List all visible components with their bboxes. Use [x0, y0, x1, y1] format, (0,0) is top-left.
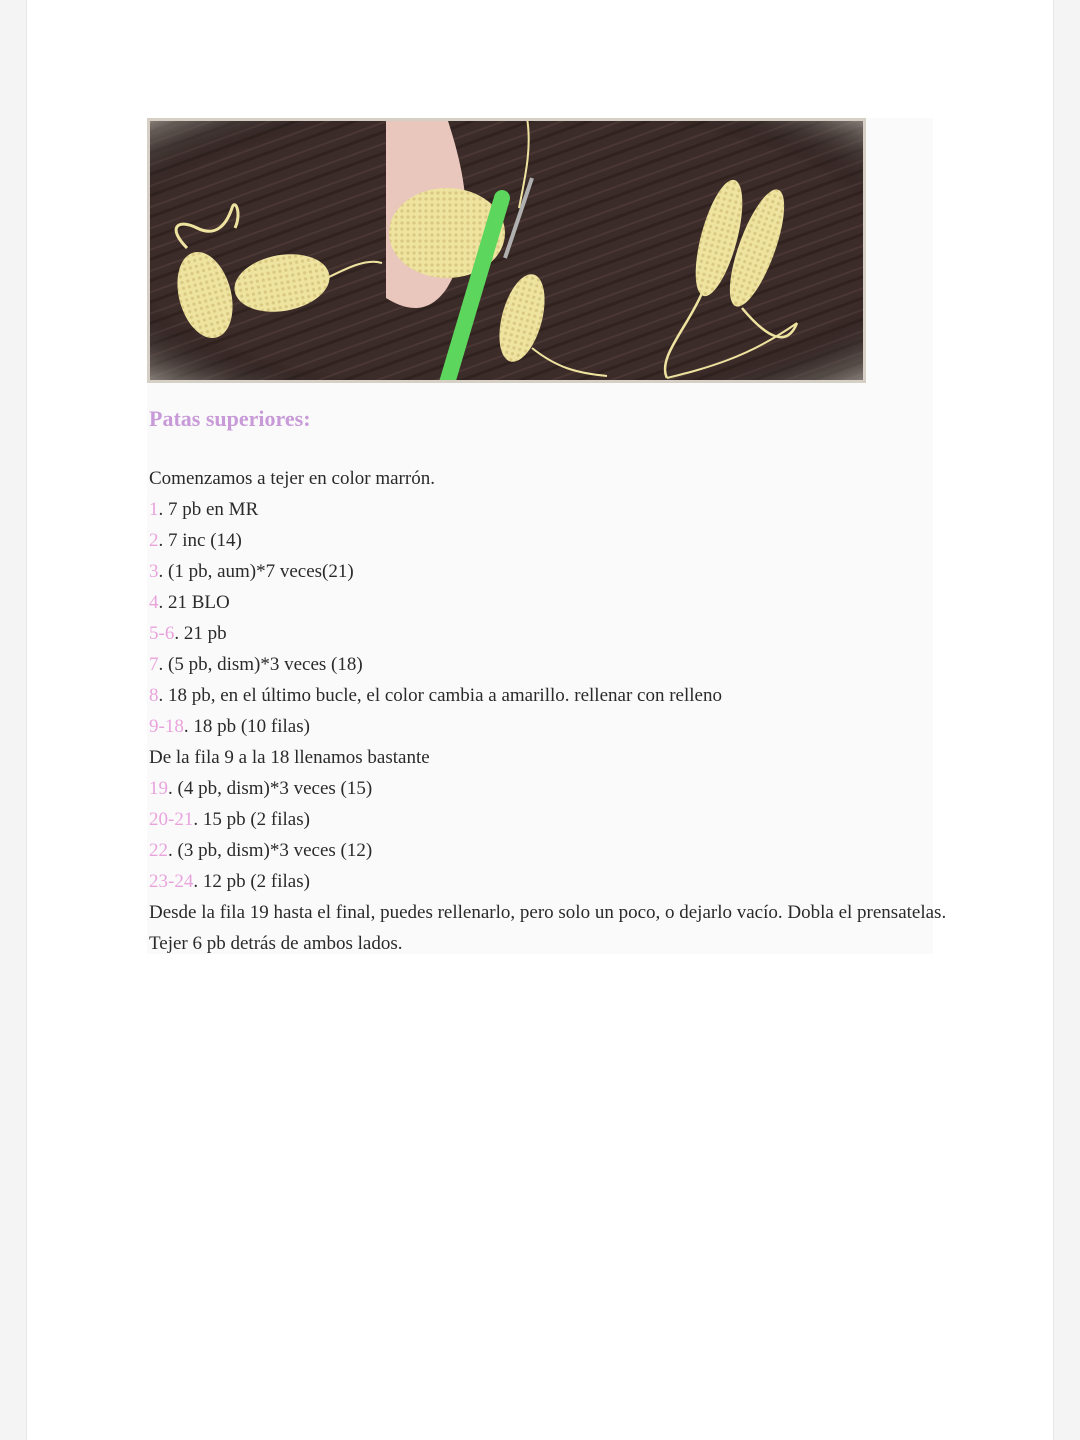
row-number: 5-6 [149, 623, 175, 644]
photo-strip [147, 118, 866, 383]
pattern-row [149, 680, 1049, 711]
row-text: . 21 pb [174, 623, 227, 644]
row-number: 9-18 [149, 716, 184, 737]
pattern-row [149, 494, 1049, 525]
row-text: . 7 inc (14) [158, 530, 242, 551]
row-number: 4 [149, 592, 159, 613]
row-number: 23-24 [149, 871, 194, 892]
pattern-row [149, 835, 1049, 866]
row-number: 8 [149, 685, 159, 706]
row-text: . (4 pb, dism)*3 veces (15) [168, 778, 373, 799]
section-heading: Patas superiores: [149, 406, 311, 431]
pattern-row [149, 649, 1049, 680]
row-number: 2 [149, 530, 159, 551]
row-number: 22 [149, 840, 168, 861]
intro-line: Comenzamos a tejer en color marrón. [149, 468, 435, 489]
row-text: . 18 pb, en el último bucle, el color cambia a amarillo. rellenar con relleno [158, 685, 722, 706]
row-number: 1 [149, 499, 159, 520]
pattern-row [149, 866, 1049, 897]
row-number: 19 [149, 778, 168, 799]
photo-strip-image [147, 118, 866, 383]
pattern-row [149, 587, 1049, 618]
pattern-row [149, 525, 1049, 556]
row-text: . 15 pb (2 filas) [193, 809, 310, 830]
document-page [26, 0, 1054, 1440]
pattern-row [149, 773, 1049, 804]
row-text: . (3 pb, dism)*3 veces (12) [168, 840, 373, 861]
row-number: 3 [149, 561, 159, 582]
content-block [147, 118, 947, 954]
pattern-row [149, 711, 1049, 742]
row-text: . 7 pb en MR [158, 499, 259, 520]
row-text: . 21 BLO [158, 592, 230, 613]
row-text: . 18 pb (10 filas) [183, 716, 310, 737]
row-text: . (5 pb, dism)*3 veces (18) [158, 654, 363, 675]
pattern-row [149, 618, 1049, 649]
row-text: . 12 pb (2 filas) [193, 871, 310, 892]
row-number: 20-21 [149, 809, 194, 830]
pattern-row [149, 556, 1049, 587]
instructions [149, 463, 1049, 959]
row-text: . (1 pb, aum)*7 veces(21) [158, 561, 354, 582]
row-number: 7 [149, 654, 159, 675]
note-line: Desde la fila 19 hasta el final, puedes rellenarlo, pero solo un poco, o dejarlo vacío. Dobla el prensatelas. [149, 902, 947, 923]
note-line: Tejer 6 pb detrás de ambos lados. [149, 933, 403, 954]
pattern-row [149, 804, 1049, 835]
note-line: De la fila 9 a la 18 llenamos bastante [149, 747, 430, 768]
